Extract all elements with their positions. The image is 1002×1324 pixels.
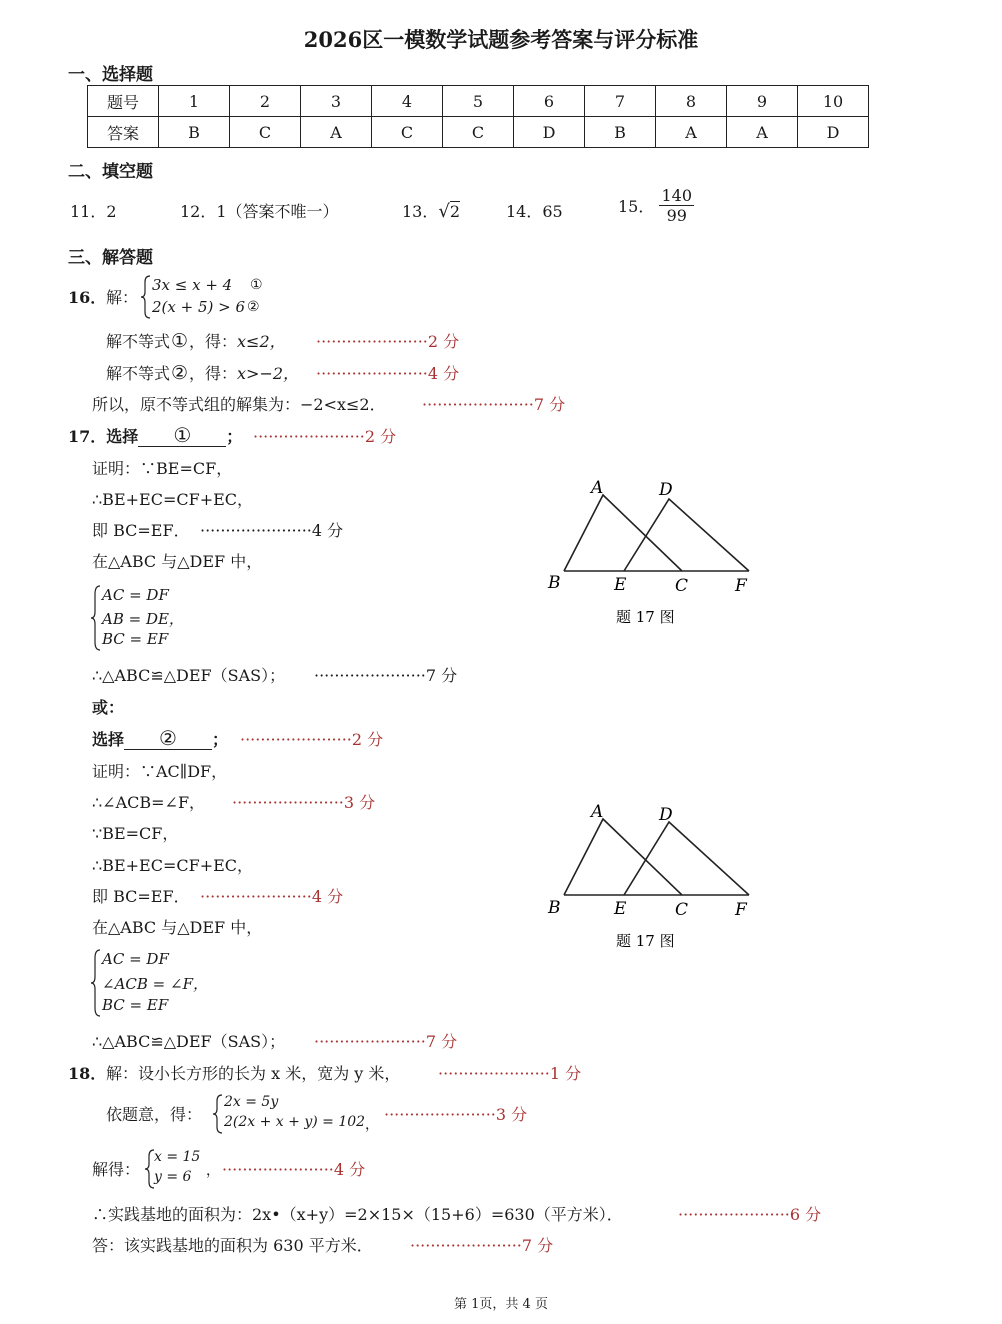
- q17-score0: ······················2 分: [253, 427, 397, 446]
- section-choice-heading: 一、选择题: [68, 65, 153, 85]
- q17b-choice: ②: [159, 726, 177, 750]
- table-cell: C: [230, 117, 301, 148]
- q17b-label: [92, 727, 228, 750]
- q16-sys-line1: 3x ≤ x + 4: [152, 276, 233, 294]
- q18-label: 18．: [68, 1064, 107, 1083]
- q17b-sys1: AC = DF: [102, 950, 169, 968]
- vertex-b: B: [548, 573, 561, 593]
- q18-sys2: 2(2x + x + y) = 102: [224, 1114, 366, 1130]
- vertex-c: C: [675, 576, 689, 596]
- q17a-line1: 证明：∵BE=CF，: [92, 459, 233, 478]
- q18-line1-score: ······················1 分: [438, 1064, 582, 1083]
- q17a-line4: 在△ABC 与△DEF 中，: [92, 552, 263, 571]
- table-cell: A: [656, 117, 727, 148]
- q17b-sys2: ∠ACB = ∠F，: [102, 975, 208, 993]
- table-cell: 6: [514, 86, 585, 117]
- fill-answer-15: [618, 186, 694, 225]
- q18-line1: 解：设小长方形的长为 x 米，宽为 y 米，: [106, 1064, 401, 1083]
- figure-caption: 题 17 图: [616, 608, 675, 626]
- q17b-choice-blank: [124, 726, 212, 750]
- table-cell: A: [301, 117, 372, 148]
- q17a-line3: 即 BC=EF．: [92, 521, 190, 540]
- fill-answer-13-label: 13．: [402, 202, 439, 221]
- q16-step2-c: x>−2，: [237, 364, 300, 383]
- q16-step1-score: ······················2 分: [316, 332, 460, 351]
- fraction-numerator: 140: [661, 186, 693, 205]
- q18-sol1: x = 15: [154, 1149, 201, 1165]
- fill-answer-13: [402, 199, 460, 222]
- q17b-or: 或：: [92, 698, 125, 717]
- choice-answer-table: [87, 85, 869, 148]
- q18-line2-score: ······················3 分: [384, 1105, 528, 1124]
- vertex-d: D: [659, 480, 673, 500]
- q17b-line5: 即 BC=EF．: [92, 887, 190, 906]
- q17b-label-text: 选择: [92, 730, 125, 749]
- q17-choice: ①: [173, 423, 192, 447]
- table-cell: C: [372, 117, 443, 148]
- table-cell: 2: [230, 86, 301, 117]
- vertex-c: C: [675, 900, 689, 920]
- triangle-figure-2: [540, 800, 760, 960]
- q17-choice-blank: [138, 423, 226, 447]
- table-cell: A: [727, 117, 798, 148]
- figure-caption: 题 17 图: [616, 932, 675, 950]
- q17a-line5: ∴△ABC≌△DEF（SAS）；: [92, 666, 286, 685]
- table-cell: 3: [301, 86, 372, 117]
- table-cell: 4: [372, 86, 443, 117]
- q16-step2: [106, 361, 299, 384]
- q17b-line7: ∴△ABC≌△DEF（SAS）；: [92, 1032, 286, 1051]
- brace-icon: [90, 584, 102, 652]
- vertex-a: A: [591, 478, 604, 498]
- table-row-numbers: [88, 86, 869, 117]
- q16-step2-score: ······················4 分: [316, 364, 460, 383]
- table-head-number: 题号: [88, 86, 159, 117]
- q17b-semi: ；: [212, 730, 229, 749]
- section-fill-heading: 二、填空题: [68, 162, 153, 182]
- q17a-line2: ∴BE+EC=CF+EC，: [92, 490, 254, 509]
- q17b-line3: ∵BE=CF，: [92, 824, 179, 843]
- table-cell: B: [159, 117, 230, 148]
- vertex-d: D: [659, 805, 673, 825]
- brace-icon: [212, 1093, 224, 1135]
- q16-step1-c: x≤2，: [237, 332, 286, 351]
- q16-mark1: ①: [250, 277, 263, 293]
- q17b-line6: 在△ABC 与△DEF 中，: [92, 918, 263, 937]
- q17b-line4: ∴BE+EC=CF+EC，: [92, 856, 254, 875]
- q16-step2-a: 解不等式: [106, 364, 171, 383]
- q18-solution-system: [144, 1148, 224, 1190]
- sqrt-symbol: √: [438, 201, 450, 222]
- q16-step3: 所以，原不等式组的解集为：−2<x≤2．: [92, 395, 386, 414]
- page-footer: 第 1页，共 4 页: [454, 1297, 548, 1312]
- fraction: [659, 186, 694, 225]
- q17b-line2: ∴∠ACB=∠F，: [92, 793, 206, 812]
- table-cell: D: [514, 117, 585, 148]
- table-cell: 1: [159, 86, 230, 117]
- q18-line4-score: ······················6 分: [678, 1205, 822, 1224]
- q17b-line2-score: ······················3 分: [232, 793, 376, 812]
- q18-line5-score: ······················7 分: [410, 1236, 554, 1255]
- vertex-e: E: [614, 575, 627, 595]
- table-cell: 10: [798, 86, 869, 117]
- q17b-line1: 证明：∵AC∥DF，: [92, 762, 228, 781]
- q16-mark2: ②: [247, 299, 260, 315]
- q17b-line5-score: ······················4 分: [200, 887, 344, 906]
- vertex-f: F: [735, 576, 747, 596]
- q16-intro: 解：: [106, 288, 139, 307]
- section-solve-heading: 三、解答题: [68, 248, 153, 268]
- table-cell: C: [443, 117, 514, 148]
- q17b-score0: ······················2 分: [240, 730, 384, 749]
- vertex-f: F: [735, 900, 747, 920]
- q18-sol2: y = 6: [154, 1169, 192, 1185]
- circled-two: ②: [170, 362, 189, 384]
- q16-step1-b: ，得：: [189, 332, 238, 351]
- fill-answer-14: 14．65: [506, 202, 563, 221]
- q17a-line3-score: ······················4 分: [200, 521, 344, 540]
- q17-label-text: 17．选择: [68, 427, 139, 446]
- brace-icon: [90, 948, 102, 1018]
- page-title: 2026区一模数学试题参考答案与评分标准: [303, 27, 699, 52]
- q18-equation-system: [212, 1093, 382, 1135]
- q17a-sys3: BC = EF: [102, 630, 169, 648]
- circled-one: ①: [170, 330, 189, 352]
- q16-step2-b: ，得：: [189, 364, 238, 383]
- table-cell: 8: [656, 86, 727, 117]
- table-cell: 5: [443, 86, 514, 117]
- q18-sys1: 2x = 5y: [224, 1094, 279, 1110]
- q18-line3: 解得：: [92, 1160, 141, 1179]
- triangle-figure-1: [540, 475, 760, 635]
- q17-label: [68, 424, 242, 447]
- q16-sys-line2: 2(x + 5) > 6: [152, 298, 246, 316]
- q18-sys-comma: ，: [365, 1117, 379, 1133]
- fill-answer-11: 11．2: [70, 202, 117, 221]
- table-cell: B: [585, 117, 656, 148]
- q17a-sys2: AB = DE，: [102, 610, 184, 628]
- table-row-answers: [88, 117, 869, 148]
- table-cell: 7: [585, 86, 656, 117]
- q18-line2: 依题意，得：: [106, 1105, 203, 1124]
- q18-line4: ∴实践基地的面积为：2x•（x+y）=2×15×（15+6）=630（平方米）．: [92, 1205, 623, 1224]
- vertex-b: B: [548, 898, 561, 918]
- sqrt-radicand: 2: [449, 202, 461, 221]
- q17a-line5-score: ······················7 分: [314, 666, 458, 685]
- fill-answer-12: 12．1（答案不唯一）: [180, 202, 339, 221]
- q16-label: 16．: [68, 288, 107, 307]
- q16-step1: [106, 329, 286, 352]
- fill-answer-15-label: 15．: [618, 197, 655, 216]
- q17a-condition-system: [90, 584, 210, 652]
- vertex-e: E: [614, 899, 627, 919]
- brace-icon: [140, 274, 152, 320]
- triangle-def: [624, 822, 749, 895]
- q16-inequality-system: [140, 274, 270, 320]
- q17-semi: ；: [226, 427, 243, 446]
- triangle-def: [624, 499, 749, 571]
- q17b-condition-system: [90, 948, 230, 1018]
- q18-line5: 答：该实践基地的面积为 630 平方米．: [92, 1236, 373, 1255]
- table-cell: 9: [727, 86, 798, 117]
- table-cell: D: [798, 117, 869, 148]
- q17a-sys1: AC = DF: [102, 586, 169, 604]
- vertex-a: A: [591, 802, 604, 822]
- q18-sol-comma: ，: [206, 1163, 220, 1179]
- table-head-answer: 答案: [88, 117, 159, 148]
- q16-step3-score: ······················7 分: [422, 395, 566, 414]
- q16-step1-a: 解不等式: [106, 332, 171, 351]
- fraction-denominator: 99: [666, 206, 687, 225]
- q17b-line7-score: ······················7 分: [314, 1032, 458, 1051]
- q17b-sys3: BC = EF: [102, 996, 169, 1014]
- q18-line3-score: ······················4 分: [222, 1160, 366, 1179]
